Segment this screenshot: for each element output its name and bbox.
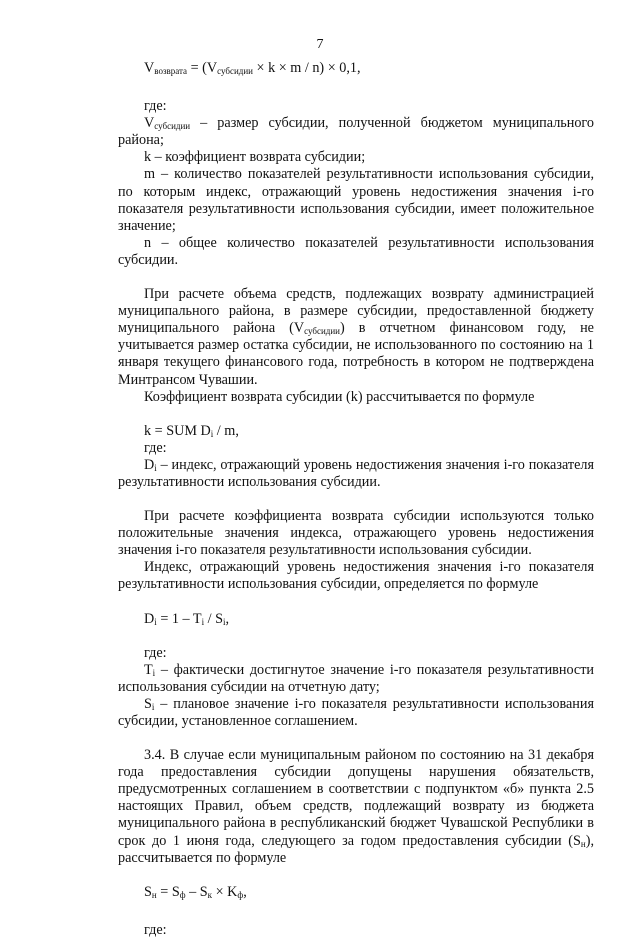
paragraph-3-4: 3.4. В случае если муниципальным районом по состоянию на 31 декабря года предоставления субсидии допущены нарушения обязательств, предусмотренных соглашением в соответствии с подпунктом «б» пункта 2.5 настоящих Правил, объем средств, подлежащий возврату из бюджета муниципального района в республиканский бюджет Чувашской Республики в срок до 1 июня года, следующего за годом предоставления субсидии $(S_н)$, рассчитывается по формуле — [118, 747, 594, 866]
definition-s: $S_i$ – плановое значение i-го показателя результативности использования субсидии, установленное соглашением. — [118, 695, 594, 729]
where-label: где: — [144, 439, 167, 456]
definition-d-index: $D_i$ – индекс, отражающий уровень недостижения значения i-го показателя результативности использования субсидии. — [118, 456, 594, 490]
page-number: 7 — [316, 37, 324, 52]
formula-coefficient-k: k = SUM $D_i$ / m, — [144, 422, 239, 439]
paragraph-positive-values: При расчете коэффициента возврата субсидии используются только положительные значения индекса, отражающего уровень недостижения значения i-го показателя результативности использования субсидии. — [118, 508, 594, 559]
page-content — [118, 60, 594, 939]
definition-k: k – коэффициент возврата субсидии; — [144, 149, 366, 166]
where-label: где: — [144, 921, 167, 938]
formula-s-n: $S_н = S_ф - S_к \times K_ф$, — [144, 883, 247, 900]
paragraph-index-formula-intro: Индекс, отражающий уровень недостижения значения i-го показателя результативности использования субсидии, определяется по формуле — [118, 559, 594, 593]
definition-n: n – общее количество показателей результативности использования субсидии. — [118, 234, 594, 268]
paragraph-coefficient-formula-intro: Коэффициент возврата субсидии (k) рассчитывается по формуле — [144, 388, 535, 405]
where-label: где: — [144, 98, 167, 115]
definition-v-subsidii: $V_{субсидии}$ – размер субсидии, полученной бюджетом муниципального района; — [118, 115, 594, 149]
paragraph-return-calculation: При расчете объема средств, подлежащих возврату администрацией муниципального района, в размере субсидии, предоставленной бюджету муниципального района $(V_{субсидии})$ в отчетном финансовом году, не учитывается размер остатка субсидии, не использованного по состоянию на 1 января текущего финансового года, потребность в котором не подтверждена Минтрансом Чувашии. — [118, 286, 594, 388]
definition-t: $T_i$ – фактически достигнутое значение i-го показателя результативности использования субсидии на отчетную дату; — [118, 661, 594, 695]
formula-index-d: $D_i = 1 - T_i / S_i$, — [144, 610, 230, 627]
formula-return-amount: $V_{возврата} = (V_{субсидии} \times k \times m / n) \times 0,1$, — [144, 60, 361, 76]
definition-m: m – количество показателей результативности использования субсидии, по которым индекс, отражающий уровень недостижения значения i-го показателя результативности использования субсидии, имеет положительное значение; — [118, 166, 594, 234]
where-label: где: — [144, 644, 167, 661]
